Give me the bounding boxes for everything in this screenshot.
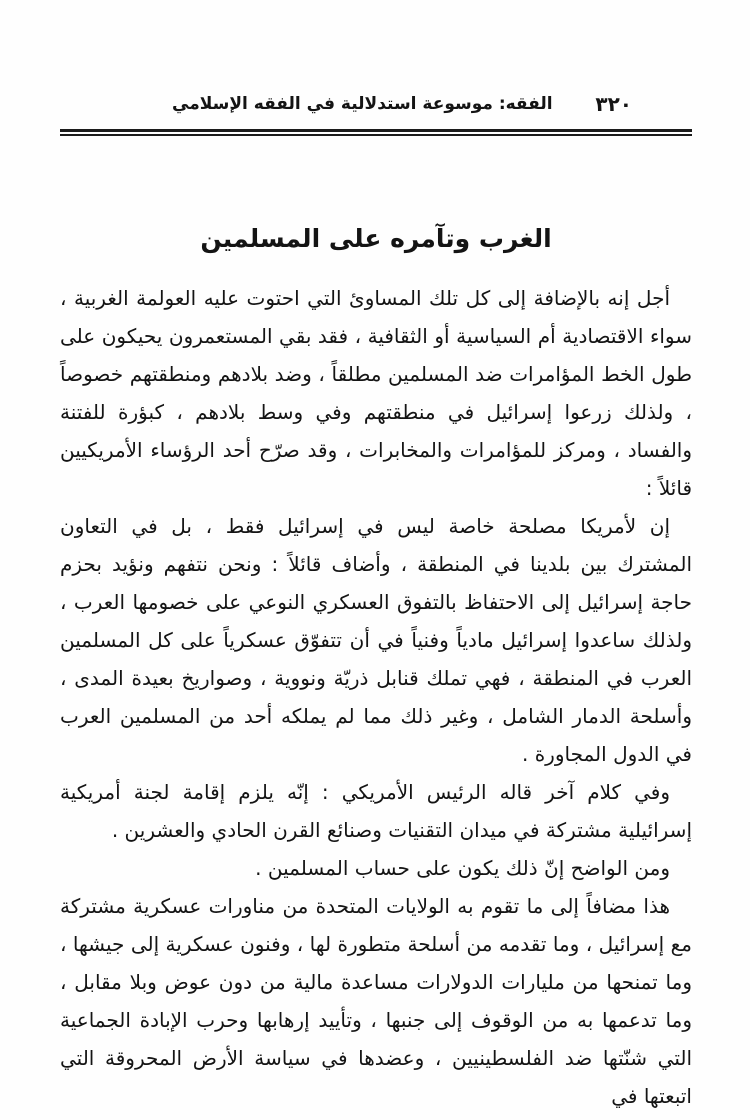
- paragraph-1: أجل إنه بالإضافة إلى كل تلك المساوئ التي احتوت عليه العولمة الغربية ، سواء الاقتصادية أم السياسية أو الثقافية ، فقد بقي المستعمرون يحيكون على طول الخط المؤامرات ضد المسلمين مطلقاً ، وضد بلادهم ومنطقتهم خصوصاً ، ولذلك زرعوا إسرائيل في منطقتهم وفي وسط بلادهم ، كبؤرة للفتنة والفساد ، ومركز للمؤامرات والمخابرات ، وقد صرّح أحد الرؤساء الأمريكيين قائلاً :: [60, 286, 692, 500]
- header-rule: [60, 129, 692, 136]
- paragraph-2: إن لأمريكا مصلحة خاصة ليس في إسرائيل فقط ، بل في التعاون المشترك بين بلدينا في المنطقة ، وأضاف قائلاً : ونحن نتفهم ونؤيد بحزم حاجة إسرائيل إلى الاحتفاظ بالتفوق العسكري النوعي على خصومها العرب ، ولذلك ساعدوا إسرائيل مادياً وفنياً في أن تتفوّق عسكرياً على كل المسلمين العرب في المنطقة ، فهي تملك قنابل ذريّة ونووية ، وصواريخ بعيدة المدى ، وأسلحة الدمار الشامل ، وغير ذلك مما لم يملكه أحد من المسلمين العرب في الدول المجاورة .: [60, 514, 692, 766]
- page-header: [60, 92, 692, 124]
- paragraph-3: وفي كلام آخر قاله الرئيس الأمريكي : إنّه يلزم إقامة لجنة أمريكية إسرائيلية مشتركة في ميدان التقنيات وصنائع القرن الحادي والعشرين .: [60, 780, 692, 842]
- section-title: الغرب وتآمره على المسلمين: [200, 224, 552, 253]
- paragraph-5: هذا مضافاً إلى ما تقوم به الولايات المتحدة من مناورات عسكرية مشتركة مع إسرائيل ، وما تقدمه من أسلحة متطورة لها ، وفنون عسكرية إلى جيشها ، وما تمنحها من مليارات الدولارات مساعدة مالية من دون عوض وبلا مقابل ، وما تدعمها به من الوقوف إلى جنبها ، وتأييد إرهابها وحرب الإبادة الجماعية التي شنّتها ضد الفلسطينيين ، وعضدها في سياسة الأرض المحروقة التي اتبعتها في: [60, 894, 692, 1108]
- running-title: الفقه: موسوعة استدلالية في الفقه الإسلامي: [172, 94, 553, 114]
- page-number: ٣٢٠: [595, 92, 632, 116]
- paragraph-4: ومن الواضح إنّ ذلك يكون على حساب المسلمين .: [255, 856, 670, 880]
- body-text: [60, 279, 692, 1115]
